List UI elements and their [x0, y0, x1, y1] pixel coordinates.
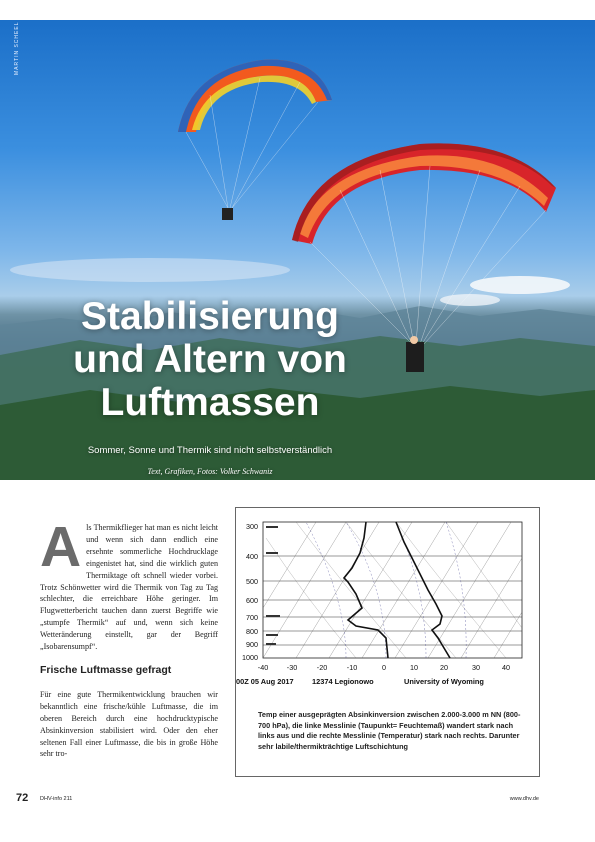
- drop-cap: A: [40, 515, 82, 579]
- y-tick-label: 1000: [242, 653, 258, 662]
- page-number: 72: [16, 792, 29, 804]
- article-author: Text, Grafiken, Fotos: Volker Schwaniz: [147, 467, 273, 476]
- photo-credit: MARTIN SCHEEL: [14, 21, 20, 75]
- article-column: [40, 515, 218, 760]
- y-tick-label: 800: [246, 627, 258, 636]
- y-tick-label: 700: [246, 613, 258, 622]
- y-tick-label: 600: [246, 596, 258, 605]
- article-title: [0, 295, 420, 424]
- y-tick-label: 900: [246, 640, 258, 649]
- x-tick-label: 30: [472, 663, 480, 672]
- paraglider-small: [178, 60, 332, 220]
- title-line: Luftmassen: [100, 381, 320, 424]
- x-tick-label: -40: [257, 663, 269, 672]
- sounding-station: 12374 Legionowo: [312, 677, 374, 686]
- x-tick-label: -10: [346, 663, 358, 672]
- cloud: [470, 276, 570, 294]
- y-tick-label: 400: [246, 552, 258, 561]
- x-axis-labels: [258, 663, 510, 672]
- title-line: und Altern von: [73, 338, 347, 381]
- x-tick-label: -30: [286, 663, 298, 672]
- sounding-source: University of Wyoming: [404, 677, 484, 686]
- hero-photo: [0, 20, 595, 480]
- article-subtitle: Sommer, Sonne und Thermik sind nicht selbstverständlich: [87, 445, 333, 456]
- cloud: [440, 294, 500, 306]
- body-paragraph: Für eine gute Thermikentwicklung brauchen wir bekanntlich eine frische/kühle Luftmasse, die im oberen Bereich durch eine hochdrucktypische Absinkinversion stabilisiert wird. Oder den eher seltenen Fall einer Luftmasse, die bis in große Höhe sehr tro-: [40, 689, 218, 759]
- magazine-name: DHV-info 211: [40, 796, 73, 802]
- x-tick-label: 40: [502, 663, 510, 672]
- intro-paragraph: ls Thermikflieger hat man es nicht leicht und wenn sich dann endlich eine ersehnte sommerliche Hochdrucklage eingenistet hat, sind die wirklich guten Thermiktage oft schnell wieder vorbei. Trotz Schönwetter wird die Thermik von Tag zu Tag schlechter, die erreichbare Höhe geringer. Im Flugwetterbericht tauchen dann zuerst Begriffe wie „stumpfe Thermik“ auf und, wenn sich keine Wetteränderung einstellt, gar der Begriff „Isobarensumpf“.: [40, 523, 218, 652]
- website-link[interactable]: www.dhv.de: [509, 796, 539, 802]
- x-tick-label: 20: [440, 663, 448, 672]
- x-tick-label: 0: [382, 663, 386, 672]
- x-tick-label: 10: [410, 663, 418, 672]
- y-axis-labels: [242, 522, 258, 662]
- sounding-time: 00Z 05 Aug 2017: [236, 677, 294, 686]
- figure-caption: Temp einer ausgeprägten Absinkinversion zwischen 2.000-3.000 m NN (800-700 hPa), die linke Messlinie (Taupunkt= Feuchtemaß) wandert stark nach links aus und die rechte Messlinie (Temperatur) stark nach rechts. Darunter sehr labile/thermikträchtige Luftschichtung: [258, 710, 521, 751]
- page-footer: [0, 790, 595, 810]
- plot-frame: [263, 522, 522, 658]
- y-tick-label: 300: [246, 522, 258, 531]
- section-heading: Frische Luftmasse gefragt: [40, 663, 172, 676]
- title-line: Stabilisierung: [81, 295, 339, 338]
- x-tick-label: -20: [316, 663, 328, 672]
- cloud: [10, 258, 290, 282]
- y-tick-label: 500: [246, 577, 258, 586]
- figure-footer: [236, 677, 484, 686]
